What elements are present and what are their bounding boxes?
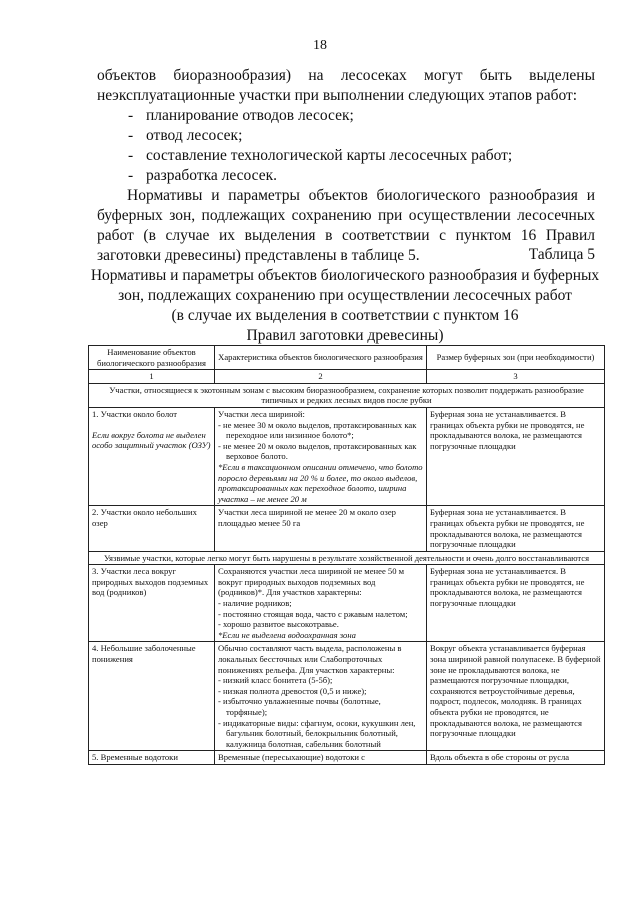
header-cell: Характеристика объектов биологического разнообразия bbox=[215, 346, 427, 370]
list-item: - наличие родников; bbox=[218, 598, 423, 609]
list-item: - разработка лесосек. bbox=[128, 166, 512, 186]
object-name-note: Если вокруг болота не выделен особо защитный участок (ОЗУ) bbox=[92, 429, 211, 451]
column-number-row bbox=[89, 370, 605, 384]
characteristic-note: *Если не выделена водоохранная зона bbox=[218, 629, 356, 640]
object-name-cell bbox=[89, 407, 215, 505]
paragraph-2 bbox=[97, 186, 595, 266]
section-row bbox=[89, 551, 605, 565]
characteristic-cell bbox=[215, 565, 427, 642]
table-label: Таблица 5 bbox=[528, 246, 595, 263]
buffer-cell: Буферная зона не устанавливается. В границах объекта рубки не проводятся, не прокладываются волока, не размещаются погрузочные площадки bbox=[427, 506, 605, 551]
buffer-cell: Буферная зона не устанавливается. В границах объекта рубки не проводятся, не прокладываются волока, не размещаются погрузочные площадки bbox=[427, 565, 605, 642]
list-item: - постоянно стоящая вода, часто с ржавым налетом; bbox=[218, 609, 423, 620]
paragraph-2-text: Нормативы и параметры объектов биологического разнообразия и буферных зон, подлежащих сохранению при осуществлении лесосечных работ (в случае их выделения в соответствии с пунктом 16 Правил заготовки древесины) представлены в таблице 5. bbox=[97, 187, 595, 264]
list-item: - составление технологической карты лесосечных работ; bbox=[128, 146, 512, 166]
paragraph-1-line-2: неэксплуатационные участки при выполнении следующих этапов работ: bbox=[97, 87, 578, 104]
list-item: - не менее 20 м около выделов, протаксированных как верховое болото. bbox=[218, 441, 423, 462]
list-item: - избыточно увлажненные почвы (болотные, торфяные); bbox=[218, 696, 423, 717]
characteristic-cell bbox=[215, 407, 427, 505]
page-number: 18 bbox=[313, 38, 327, 53]
section-row bbox=[89, 383, 605, 407]
caption-line: Правил заготовки древесины) bbox=[246, 327, 444, 344]
caption-line: зон, подлежащих сохранению при осуществлении лесосечных работ bbox=[118, 287, 572, 304]
object-name-cell: 3. Участки леса вокруг природных выходов подземных вод (родников) bbox=[89, 565, 215, 642]
characteristic-list bbox=[218, 675, 423, 749]
table-row bbox=[89, 565, 605, 642]
caption-line: (в случае их выделения в соответствии с пунктом 16 bbox=[171, 307, 519, 324]
table-row bbox=[89, 506, 605, 551]
list-item: - низкий класс бонитета (5-5б); bbox=[218, 675, 423, 686]
characteristic-intro: Сохраняются участки леса шириной не менее 50 м вокруг природных выходов подземных вод (родников)*. Для участков характерны: bbox=[218, 566, 405, 598]
characteristic-list bbox=[218, 420, 423, 462]
table-row bbox=[89, 642, 605, 751]
table-caption bbox=[90, 266, 600, 346]
characteristic-cell: Временные (пересыхающие) водотоки с bbox=[215, 751, 427, 765]
section-heading: Участки, относящиеся к экотонным зонам с высоким биоразнообразием, сохранение которых позволит поддержать разнообразие типичных и редких лесных видов после рубки bbox=[89, 383, 605, 407]
list-item: - низкая полнота древостоя (0,5 и ниже); bbox=[218, 686, 423, 697]
characteristic-cell: Участки леса шириной не менее 20 м около озер площадью менее 50 га bbox=[215, 506, 427, 551]
object-name: 1. Участки около болот bbox=[92, 408, 178, 419]
column-number: 3 bbox=[427, 370, 605, 384]
buffer-cell: Вокруг объекта устанавливается буферная зона шириной равной полупасеке. В буферной зоне не прокладываются волока, не размещаются погрузочные площадки, сохраняются ветроустойчивые деревья, подрост, подлесок, молодняк. В границах объекта рубки не проводятся, не прокладываются волока, не размещаются погрузочные площадки bbox=[427, 642, 605, 751]
list-item: - индикаторные виды: сфагнум, осоки, кукушкин лен, багульник болотный, белокрыльник болотный, калужница болотная, сабельник болотный bbox=[218, 718, 423, 750]
list-item: - не менее 30 м около выделов, протаксированных как переходное или низинное болото*; bbox=[218, 420, 423, 441]
list-item: - хорошо развитое высокотравье. bbox=[218, 619, 423, 630]
buffer-cell: Буферная зона не устанавливается. В границах объекта рубки не проводятся, не прокладываются волока, не размещаются погрузочные площадки bbox=[427, 407, 605, 505]
list-item: - планирование отводов лесосек; bbox=[128, 106, 512, 126]
norms-table bbox=[88, 345, 605, 765]
object-name-cell: 5. Временные водотоки bbox=[89, 751, 215, 765]
buffer-cell: Вдоль объекта в обе стороны от русла bbox=[427, 751, 605, 765]
characteristic-cell bbox=[215, 642, 427, 751]
characteristic-note: *Если в таксационном описании отмечено, что болото поросло деревьями на 20 % и более, то около выделов, протаксированных как переходное болото, ширина участка – не менее 20 м bbox=[218, 461, 423, 504]
object-name-cell: 2. Участки около небольших озер bbox=[89, 506, 215, 551]
header-cell: Наименование объектов биологического разнообразия bbox=[89, 346, 215, 370]
column-number: 1 bbox=[89, 370, 215, 384]
paragraph-1-line-1: объектов биоразнообразия) на лесосеках могут быть выделены bbox=[97, 67, 595, 84]
table-row bbox=[89, 407, 605, 505]
characteristic-intro: Обычно составляют часть выдела, расположены в локальных бессточных или Слабопроточных понижениях рельефа. Для участков характерны: bbox=[218, 643, 402, 675]
characteristic-intro: Участки леса шириной: bbox=[218, 408, 305, 419]
caption-line: Нормативы и параметры объектов биологического разнообразия и буферных bbox=[90, 267, 600, 284]
stages-list bbox=[128, 106, 512, 186]
object-name-cell: 4. Небольшие заболоченные понижения bbox=[89, 642, 215, 751]
list-item: - отвод лесосек; bbox=[128, 126, 512, 146]
characteristic-list bbox=[218, 598, 423, 630]
table-header-row bbox=[89, 346, 605, 370]
table-row bbox=[89, 751, 605, 765]
column-number: 2 bbox=[215, 370, 427, 384]
section-heading: Уязвимые участки, которые легко могут быть нарушены в результате хозяйственной деятельности и очень долго восстанавливаются bbox=[89, 551, 605, 565]
header-cell: Размер буферных зон (при необходимости) bbox=[427, 346, 605, 370]
